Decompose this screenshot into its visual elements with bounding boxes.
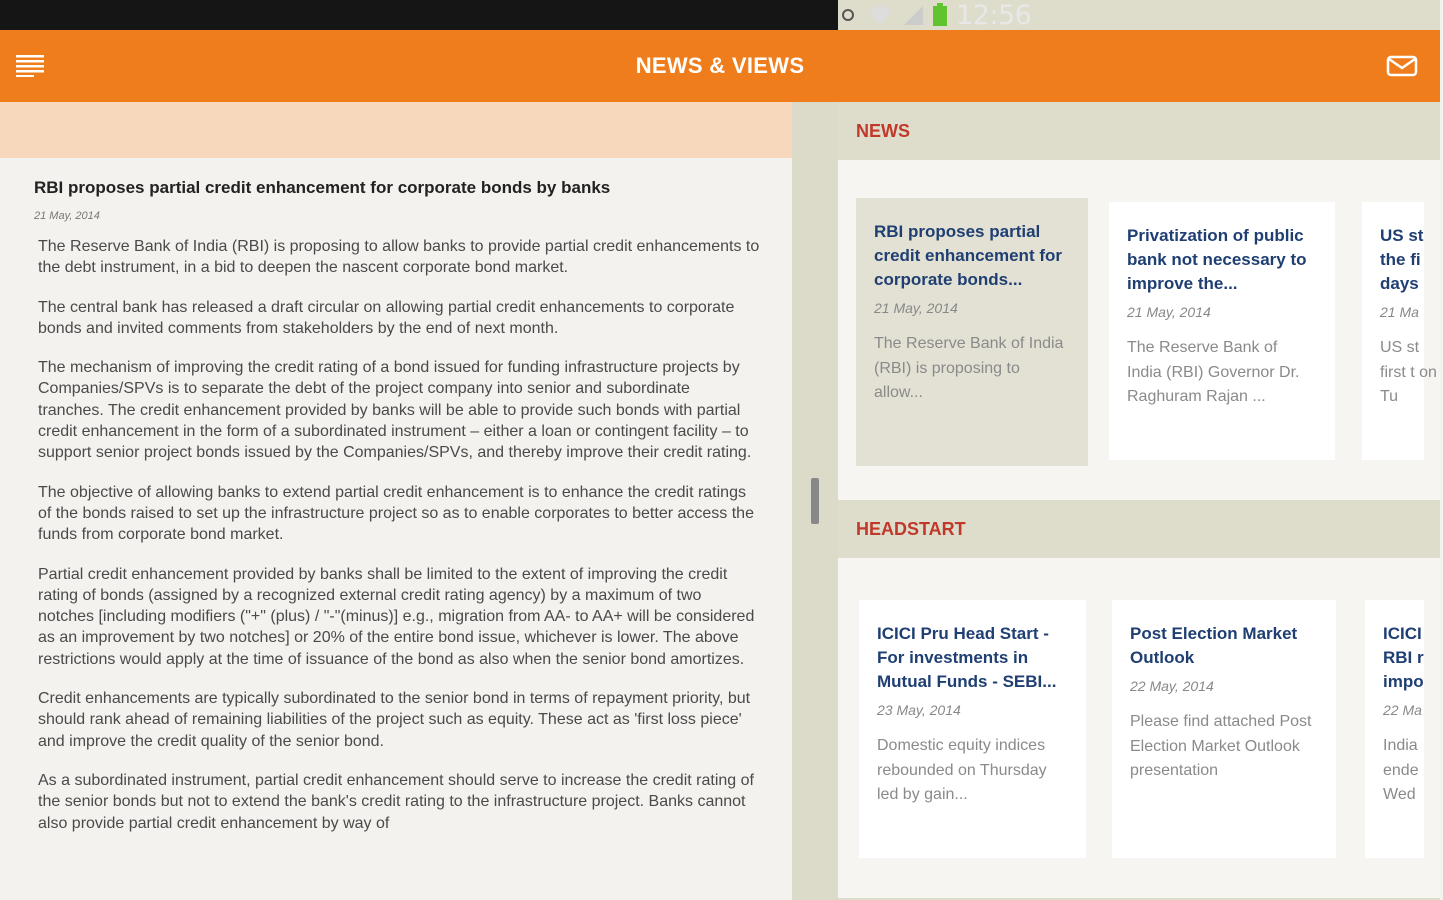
article-paragraph: As a subordinated instrument, partial credit enhancement should serve to increase the credit rating of the senior bonds but not to extend the bank's credit rating to the infrastructure project. Banks cannot also provide partial credit enhancement by way of [38, 771, 754, 832]
card-summary: Domestic equity indices rebounded on Thursday led by gain... [877, 737, 1047, 803]
article-paragraph: Partial credit enhancement provided by banks shall be limited to the extent of improving the credit rating of bonds (assigned by a recognized external credit rating agency) by a maximum of two notches [including modifiers ("+" (plus) / "-"(minus)] e.g., migration from AA- to AA+ will be considered as an improvement by two notches] or 20% of the entire bond issue, whichever is lower. The above restrictions would apply at the time of issuance of the bond as also when the senior bond amortizes. [38, 565, 755, 668]
card-summary: The Reserve Bank of India (RBI) Governor Dr. Raghuram Rajan ... [1127, 339, 1300, 405]
app-header [0, 30, 1440, 102]
news-card[interactable] [1109, 202, 1335, 460]
card-date: 21 May, 2014 [1127, 304, 1211, 320]
news-list [838, 160, 1440, 500]
card-title: RBI proposes partial credit enhancement for corporate bonds... [874, 222, 1062, 289]
news-card[interactable] [1362, 202, 1437, 460]
article-header-band [0, 102, 792, 158]
news-card[interactable] [856, 198, 1088, 466]
card-date: 21 May, 2014 [874, 300, 958, 316]
article-pane [0, 102, 792, 900]
card-title: Privatization of public bank not necessary to improve the... [1127, 226, 1307, 293]
card-summary: US st first t on Tu [1380, 339, 1437, 405]
article-paragraph: The objective of allowing banks to extend partial credit enhancement is to enhance the credit ratings of the bonds raised to set up the infrastructure project so as to enable corporates to better access the funds from corporate bond market. [38, 483, 754, 544]
article [0, 158, 792, 834]
headstart-section-title: HEADSTART [856, 519, 966, 539]
card-title: ICICI Pru Head Start - For investments in Mutual Funds - SEBI... [877, 624, 1057, 691]
signal-icon [902, 4, 924, 26]
news-section-title: NEWS [856, 121, 910, 141]
card-date: 22 May, 2014 [1130, 678, 1214, 694]
article-title: RBI proposes partial credit enhancement for corporate bonds by banks [34, 178, 611, 197]
status-bar [0, 0, 1440, 30]
headstart-card[interactable] [1365, 600, 1424, 858]
article-paragraph: The mechanism of improving the credit rating of a bond issued for funding infrastructure projects by Companies/SPVs is to separate the debt of the project company into senior and subordinate tranches. The credit enhancement provided by banks will be able to provide such bonds with partial credit enhancement in the form of a subordinated instrument – either a loan or contingent facility – to support senior project bonds issued by the Companies/SPVs, and thereby improve their credit rating. [38, 359, 752, 462]
pane-divider[interactable] [792, 102, 838, 900]
card-summary: India ende Wed [1383, 737, 1419, 803]
card-summary: The Reserve Bank of India (RBI) is proposing to allow... [874, 335, 1064, 401]
card-date: 22 Ma [1383, 702, 1422, 718]
drag-handle-icon[interactable] [811, 478, 819, 524]
page-title: NEWS & VIEWS [635, 53, 805, 78]
feed-pane [838, 102, 1440, 900]
headstart-list [838, 558, 1440, 898]
card-date: 21 Ma [1380, 304, 1419, 320]
clock: 12:56 [956, 0, 1032, 31]
card-summary: Please find attached Post Election Market Outlook presentation [1130, 713, 1312, 779]
article-paragraph: Credit enhancements are typically subordinated to the senior bond in terms of repayment priority, but should rank ahead of remaining liabilities of the project such as equity. These act as 'first loss piece' and improve the credit quality of the senior bond. [38, 690, 751, 750]
battery-icon [932, 3, 948, 27]
headstart-card[interactable] [859, 600, 1086, 858]
card-date: 23 May, 2014 [877, 702, 961, 718]
mail-icon[interactable] [1386, 54, 1418, 78]
wifi-icon [866, 3, 894, 27]
article-date: 21 May, 2014 [34, 210, 100, 222]
article-body[interactable] [34, 236, 760, 834]
card-title: US st the fi days [1380, 226, 1424, 293]
article-paragraph: The central bank has released a draft circular on allowing partial credit enhancements to corporate bonds and invited comments from stakeholders by the end of next month. [38, 298, 735, 337]
article-paragraph: The Reserve Bank of India (RBI) is proposing to allow banks to provide partial credit enhancements to the debt instrument, in a bid to deepen the nascent corporate bond market. [38, 238, 760, 277]
card-title: ICICI RBI r impo [1383, 624, 1424, 691]
headstart-card[interactable] [1112, 600, 1336, 858]
sync-icon [838, 6, 858, 24]
card-title: Post Election Market Outlook [1130, 624, 1298, 667]
